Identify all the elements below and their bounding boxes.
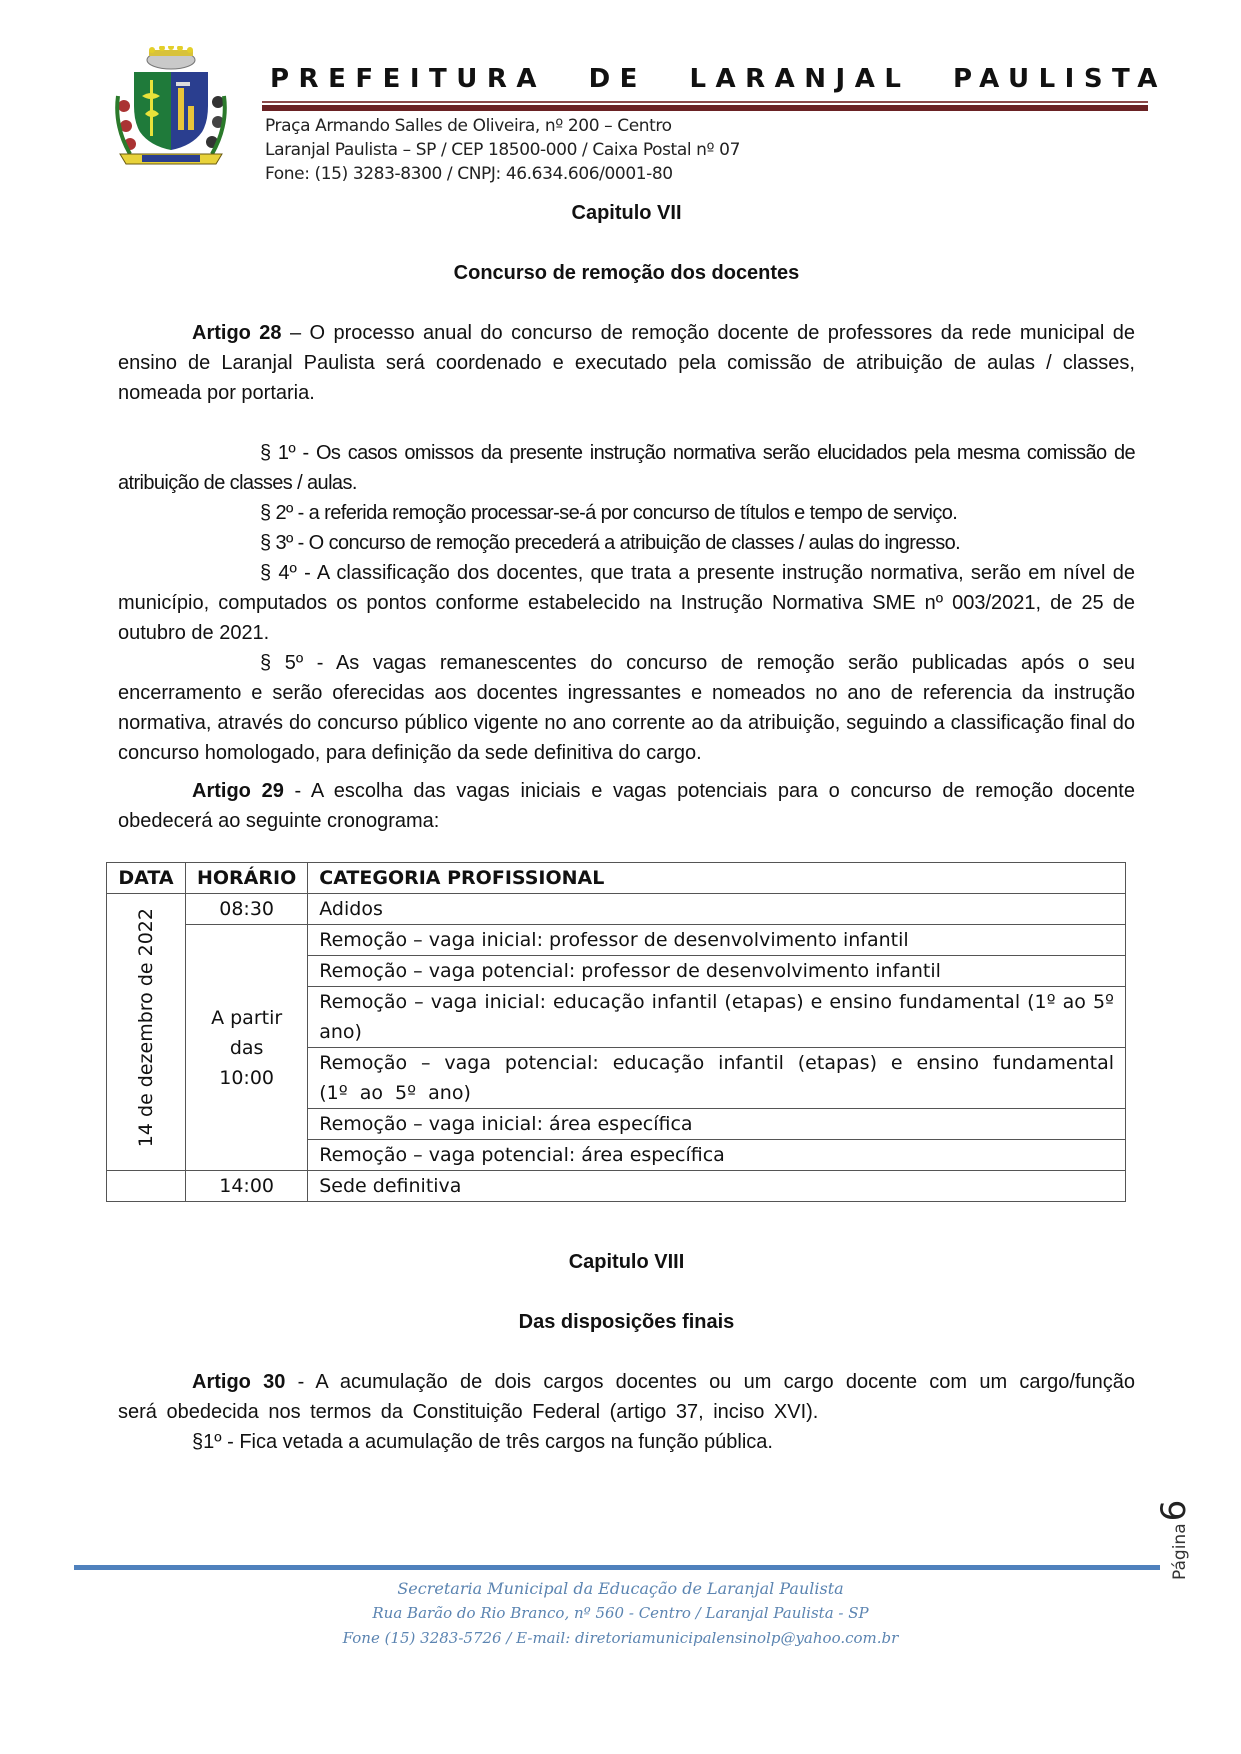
article-29 (118, 776, 1135, 836)
document-body (118, 198, 1135, 836)
paragraph-4: § 4º - A classificação dos docentes, que trata a presente instrução normativa, serão em nível de município, computados os pontos conforme estabelecido na Instrução Normativa SME nº 003/2021, de 25 de outubro de 2021. (118, 562, 1135, 644)
chapter-title: Capitulo VII (571, 202, 682, 224)
category-cell: Remoção – vaga potencial: professor de desenvolvimento infantil (308, 956, 1126, 987)
chapter-subtitle: Concurso de remoção dos docentes (453, 262, 800, 284)
category-cell: Remoção – vaga inicial: educação infantil (etapas) e ensino fundamental (1º ao 5º ano) (308, 987, 1126, 1048)
phone-cnpj-line: Fone: (15) 3283-8300 / CNPJ: 46.634.606/0001-80 (265, 164, 673, 184)
chapter-title: Capitulo VIII (568, 1251, 685, 1273)
paragraph-2: § 2º - a referida remoção processar-se-á por concurso de títulos e tempo de serviço. (260, 502, 958, 524)
table-row (107, 925, 1126, 956)
header-rule (262, 101, 1148, 103)
article-text: - A acumulação de dois cargos docentes ou um cargo docente com um cargo/função será obedecida nos termos da Constituição Federal (artigo 37, inciso XVI). (118, 1371, 1135, 1423)
footer-org: Secretaria Municipal da Educação de Laranjal Paulista (397, 1579, 844, 1598)
address-line: Praça Armando Salles de Oliveira, nº 200 – Centro (265, 116, 672, 136)
article-label: Artigo 29 (192, 780, 284, 802)
time-text: das (229, 1036, 264, 1059)
article-28 (118, 318, 1135, 408)
table-row (107, 894, 1126, 925)
column-header-categoria: CATEGORIA PROFISSIONAL (308, 863, 1126, 894)
article-label: Artigo 30 (192, 1371, 286, 1393)
table-row (107, 1171, 1126, 1202)
time-cell: 14:00 (186, 1171, 308, 1202)
date-text: 14 de dezembro de 2022 (135, 907, 157, 1148)
header-rule-thick (262, 105, 1148, 111)
article-text: - A escolha das vagas iniciais e vagas potenciais para o concurso de remoção docente obedecerá ao seguinte cronograma: (118, 780, 1135, 832)
footer-rule (74, 1565, 1160, 1570)
time-cell: 08:30 (186, 894, 308, 925)
category-cell: Remoção – vaga potencial: área específica (308, 1140, 1126, 1171)
schedule-table (106, 862, 1126, 1202)
article-30 (118, 1367, 1135, 1427)
time-text: A partir (211, 1006, 283, 1029)
page-number (1154, 1470, 1202, 1580)
paragraph-1: § 1º - Os casos omissos da presente instrução normativa serão elucidados pela mesma comissão de atribuição de classes / aulas. (118, 442, 1135, 494)
footer (0, 1576, 1241, 1651)
column-header-data: DATA (107, 863, 186, 894)
footer-address: Rua Barão do Rio Branco, nº 560 - Centro / Laranjal Paulista - SP (372, 1604, 869, 1622)
time-cell (186, 925, 308, 1171)
page-number-value: 6 (1154, 1499, 1194, 1522)
table-header-row (107, 863, 1126, 894)
category-cell: Sede definitiva (308, 1171, 1126, 1202)
municipal-coat-of-arms-icon (112, 46, 230, 176)
chapter-subtitle: Das disposições finais (518, 1311, 735, 1333)
paragraph-3: § 3º - O concurso de remoção precederá a atribuição de classes / aulas do ingresso. (260, 532, 961, 554)
org-title: PREFEITURA DE LARANJAL PAULISTA (270, 64, 1167, 94)
address-line: Laranjal Paulista – SP / CEP 18500-000 / Caixa Postal nº 07 (265, 140, 740, 160)
header-address (265, 114, 740, 186)
category-cell: Remoção – vaga inicial: área específica (308, 1109, 1126, 1140)
category-cell: Adidos (308, 894, 1126, 925)
page-label: Página (1170, 1523, 1190, 1580)
date-cell (107, 894, 186, 1171)
category-cell: Remoção – vaga potencial: educação infantil (etapas) e ensino fundamental (1º ao 5º ano) (308, 1048, 1126, 1109)
date-cell-empty (107, 1171, 186, 1202)
category-cell: Remoção – vaga inicial: professor de desenvolvimento infantil (308, 925, 1126, 956)
column-header-horario: HORÁRIO (186, 863, 308, 894)
article-label: Artigo 28 (192, 322, 282, 344)
time-text: 10:00 (219, 1066, 274, 1089)
paragraph-5: § 5º - As vagas remanescentes do concurso de remoção serão publicadas após o seu encerramento e serão oferecidas aos docentes ingressantes e nomeados no ano de referencia da instrução normativa, através do concurso público vigente no ano corrente ao da atribuição, seguindo a classificação final do concurso homologado, para definição da sede definitiva do cargo. (118, 652, 1135, 764)
document-body-chapter8 (118, 1247, 1135, 1457)
paragraph-1: §1º - Fica vetada a acumulação de três cargos na função pública. (192, 1431, 773, 1453)
footer-contact: Fone (15) 3283-5726 / E-mail: diretoriamunicipalensinolp@yahoo.com.br (342, 1629, 899, 1647)
article-text: – O processo anual do concurso de remoção docente de professores da rede municipal de ensino de Laranjal Paulista será coordenado e executado pela comissão de atribuição de aulas / classes, nomeada por portaria. (118, 322, 1135, 404)
